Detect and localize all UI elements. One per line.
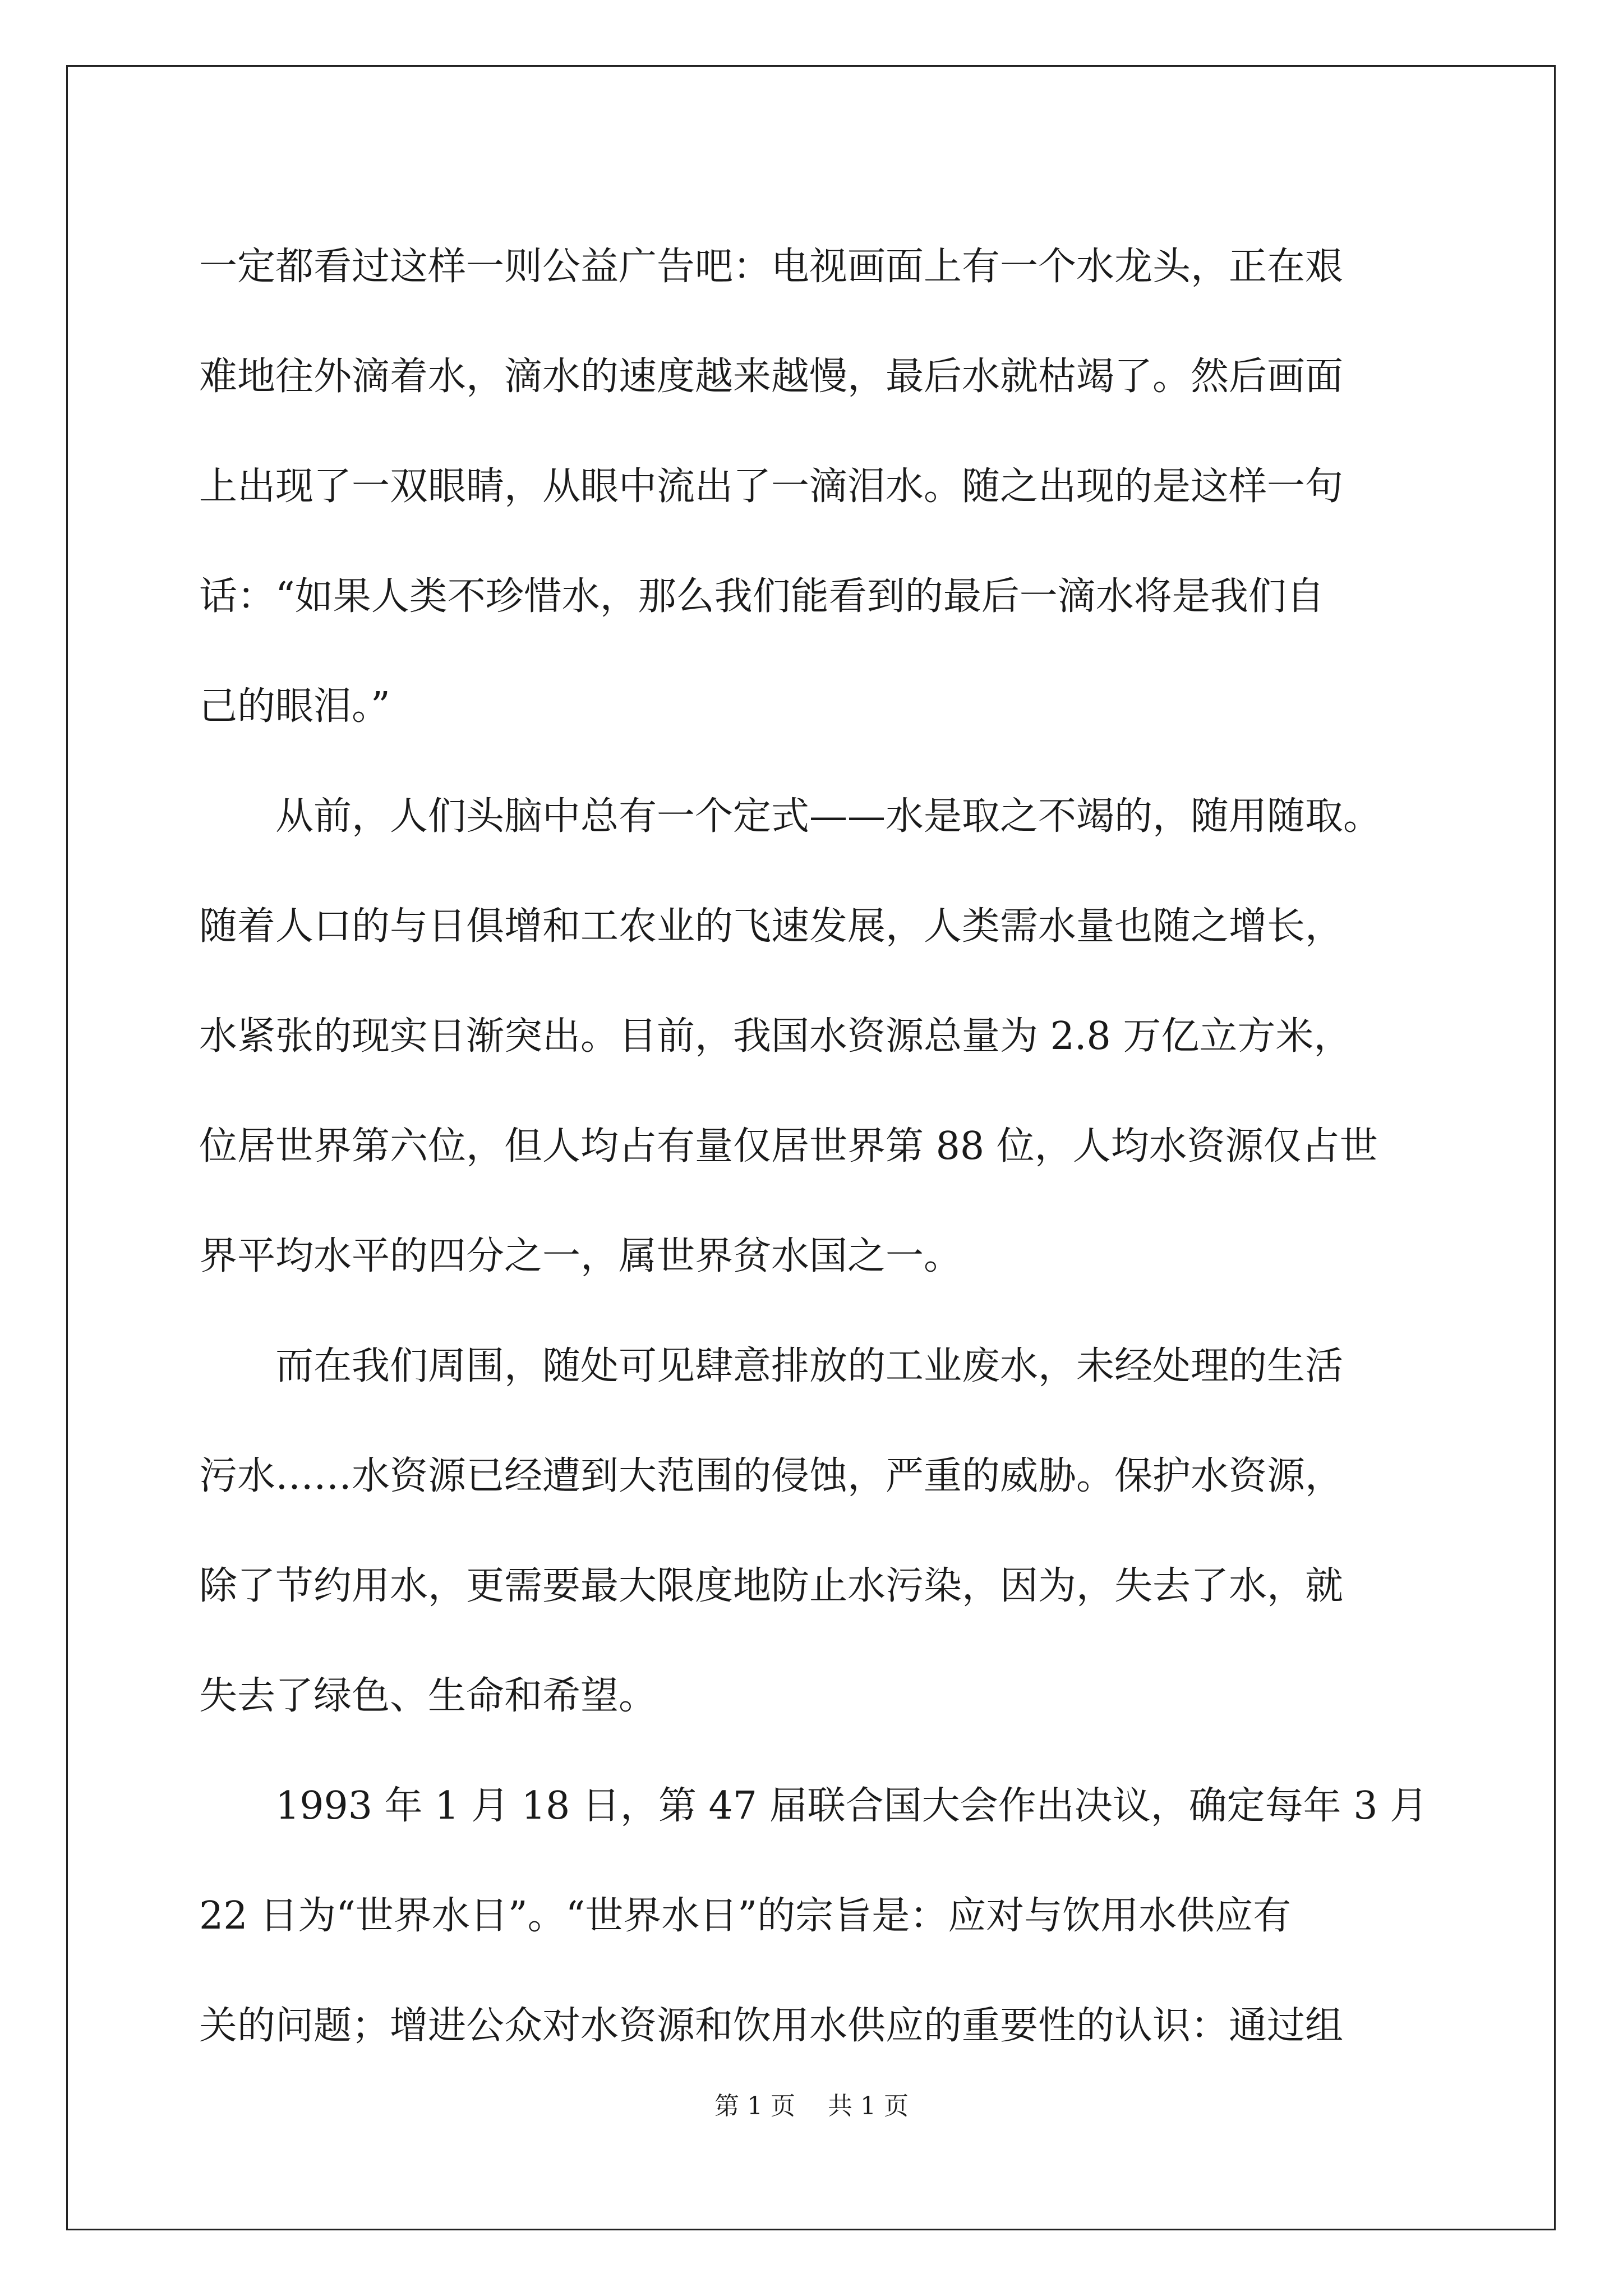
text-line: 1993 年 1 月 18 日，第 47 届联合国大会作出决议，确定每年 3 月	[199, 1784, 1428, 1828]
text-line: 随着人口的与日俱增和工农业的飞速发展，人类需水量也随之增长，	[199, 904, 1344, 949]
text-line: 而在我们周围，随处可见肆意排放的工业废水，未经处理的生活	[199, 1344, 1344, 1388]
text-line: 一定都看过这样一则公益广告吧：电视画面上有一个水龙头，正在艰	[199, 245, 1344, 289]
text-line: 除了节约用水，更需要最大限度地防止水污染，因为，失去了水，就	[199, 1564, 1344, 1608]
text-line: 位居世界第六位，但人均占有量仅居世界第 88 位，人均水资源仅占世	[199, 1124, 1378, 1168]
page-number-current: 第 1 页	[714, 2092, 795, 2120]
text-line: 污水……水资源已经遭到大范围的侵蚀，严重的威胁。保护水资源，	[199, 1454, 1344, 1498]
page-footer	[0, 2086, 1623, 2122]
text-line: 话：“如果人类不珍惜水，那么我们能看到的最后一滴水将是我们自	[199, 574, 1325, 619]
text-line: 失去了绿色、生命和希望。	[199, 1674, 657, 1718]
text-line: 水紧张的现实日渐突出。目前，我国水资源总量为 2.8 万亿立方米，	[199, 1014, 1352, 1059]
text-line: 上出现了一双眼睛，从眼中流出了一滴泪水。随之出现的是这样一句	[199, 464, 1344, 509]
text-line: 己的眼泪。”	[199, 684, 390, 729]
text-line: 界平均水平的四分之一，属世界贫水国之一。	[199, 1234, 962, 1278]
text-line: 从前，人们头脑中总有一个定式——水是取之不竭的，随用随取。	[199, 794, 1382, 839]
text-line: 难地往外滴着水，滴水的速度越来越慢，最后水就枯竭了。然后画面	[199, 355, 1344, 399]
page-number-total: 共 1 页	[828, 2092, 909, 2120]
text-line: 22 日为“世界水日”。“世界水日”的宗旨是：应对与饮用水供应有	[199, 1894, 1292, 1938]
text-line: 关的问题；增进公众对水资源和饮用水供应的重要性的认识：通过组	[199, 2004, 1344, 2048]
document-body	[199, 212, 1427, 2081]
